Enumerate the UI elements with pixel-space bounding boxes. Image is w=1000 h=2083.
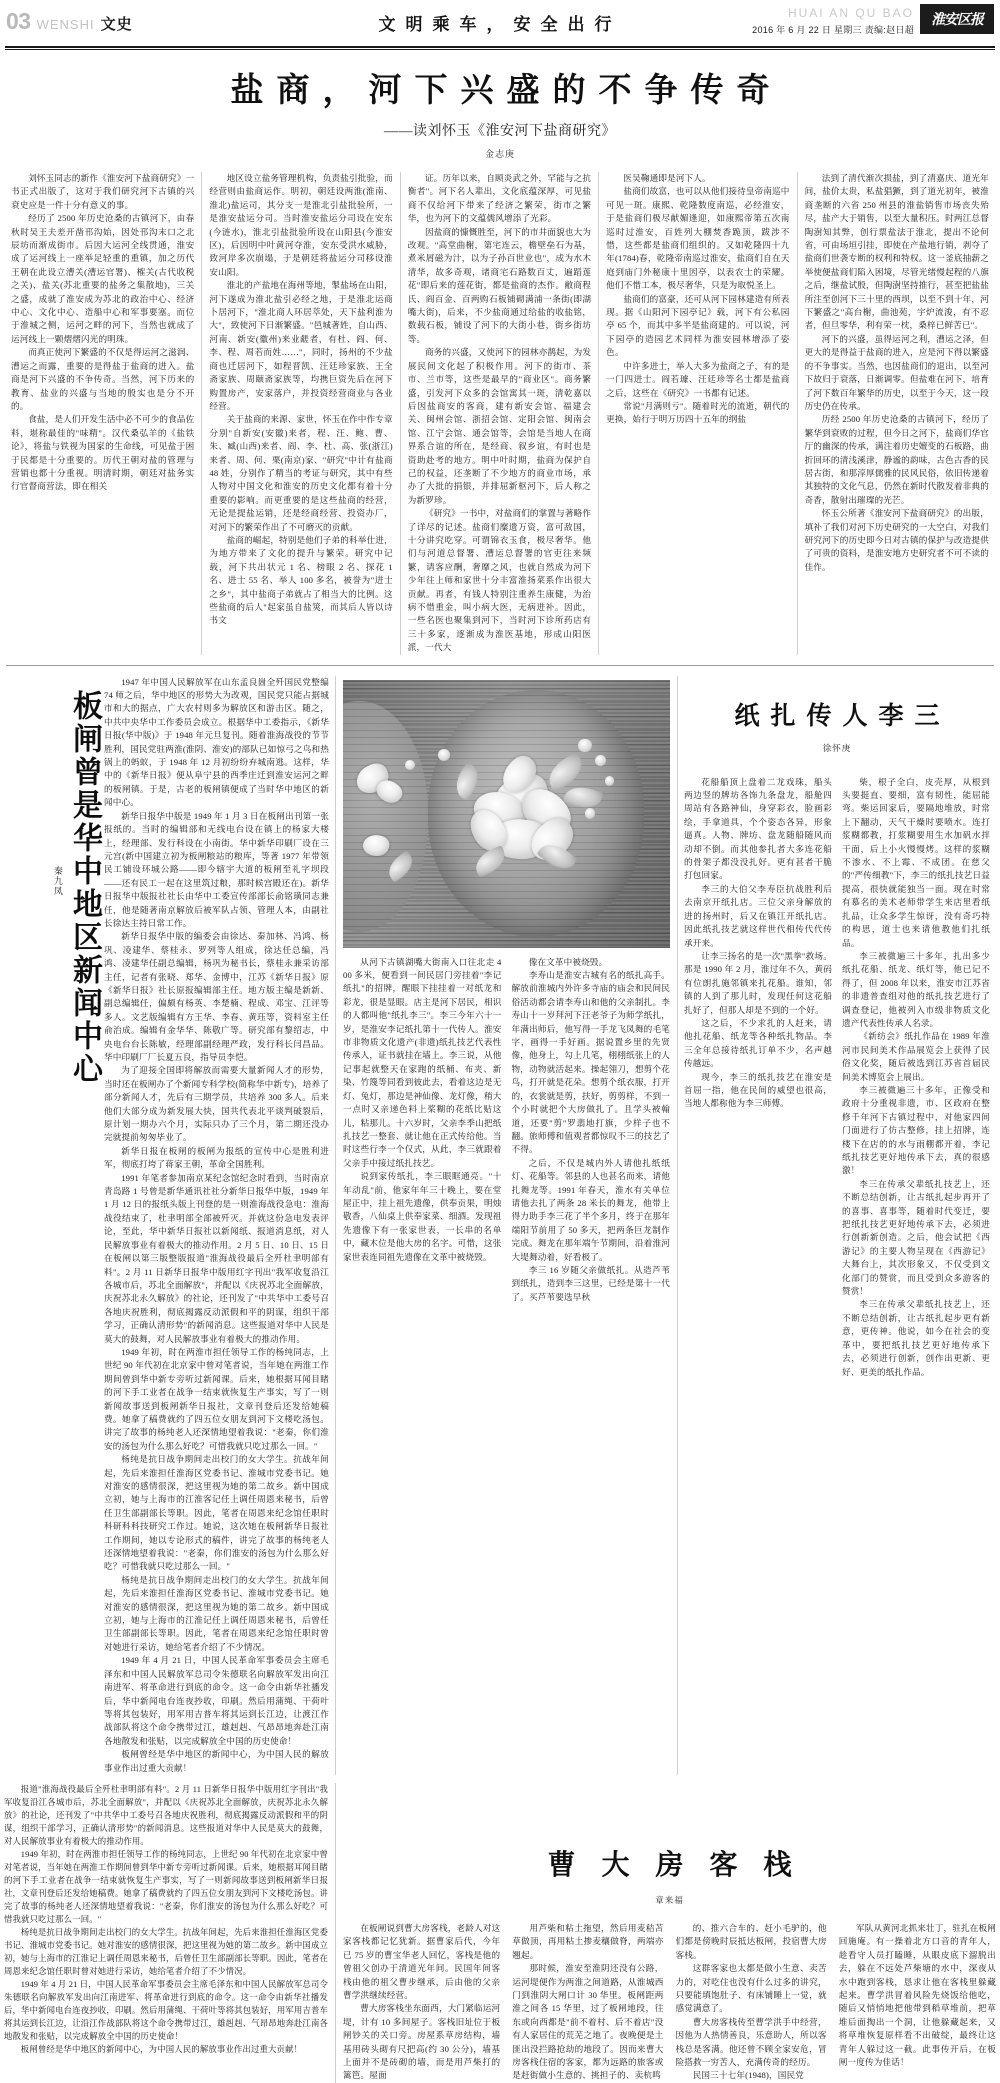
lead-column-3 [401,172,599,655]
paragraph: 《新纺会》纸扎作品在 1989 年淮河市民间美术作品展览会上获得了民俗文化奖，随后被选到江苏省首届民间美术博览会上展出。 [842,1031,990,1082]
paragraph: 杨纯是抗日战争期间走出校门的女大学生。抗战年间起，先后来淮担任淮海区党委书记、淮城市党委书记。她对淮安的感情很深，把这里视为她的第二故乡。新中国成立初，她与上海市的江淮客记任上调任周恩来秘书，后曾任卫生部副部长等职。因此，笔者在周恩来纪念馆任职时科研科科技研究工作过。她说，这次她在板闸新华日报社工作期间，她以专论形式的稿件，讲完了故事的杨纯老人还深情地望着我说："老秦，你们淮安的汤包为什么那么好吃？可惜我就只吃过那么一回。" [104,1454,329,1572]
center-col1-text [343,956,502,1264]
paragraph: 刘怀玉同志的新作《淮安河下盐商研究》一书正式出版了，这对于我们研究河下古镇的兴衰史应是一件十分有意义的事。 [11,173,195,210]
zhizha-article [678,676,996,1775]
banzha-continued-text [4,1783,328,2056]
caodafang-columns [343,1922,996,2083]
masthead [0,0,1000,44]
banzha-headline-block [4,676,100,1775]
paragraph: 历经 2500 年历史沧桑的古镇河下，经历了繁华到衰败的过程，但今日之河下，盐商们华官厅的幽深的传承，满注着历史嬗变的石板路，曲折回环的清浅溪津，静谧的韵味，古色古香的民居古街，和那淳厚儒雅的民风民俗，依旧传递着其独特的文化气息，仍然在新时代散发着非典的奇香，散射出璀璨的光芒。 [804,414,989,505]
zhizha-title: 纸扎传人李三 [734,701,951,730]
center-column [336,676,678,1775]
paragraph: 这群客家也太都是做小生意、卖苦力的，对吃住也没有什么过多的讲究，只要能填饱肚子、有床铺睡上一觉，就感觉满意了。 [675,1963,827,2014]
paragraph: 说到家传纸扎，李三眼眶通亮。"十年动乱"前，他家年年三十晚上，要在堂屋正中，挂上祖先遗像，供奉贡果，明烛敬香，八仙桌上供奉家菜、细酒。发现祖先遗像下有一张家世表，一长串的名单中，藏木位是他大房的名字。可惜，这张家世表连同祖先遗像在文革中被烧毁。 [343,1171,502,1262]
lead-col5-text [805,172,989,574]
paragraph: 李寿山是淮安古城有名的纸扎高手。解放前淮城内外许多寺庙的庙会和民间民俗活动都会请李寿山和他的父亲制扎。李寿山十一岁拜河下汪老爷子为师学纸扎，年满出师后，他写得一手龙飞凤舞的毛笔字，画得一手好画。据说置乡里的先贤像，他身上，勾上几笔，栩栩纸张上的人物，动物就活起来。操起翎刀，想剪个花鸟，打开就是花朵。想剪个纸衣服，打开的，衣裳就是剪，扶好，剪剪样，不到一个小时就把个大房做扎了。且学头被翰道，还要"剪"罗翡地打旗，少样子也不翻。旅师傅和值观者都惊叹不三的技艺了不得。 [511,970,670,1155]
lead-column-2 [202,172,400,655]
caodafang-article [336,1783,996,2083]
paragraph: 证。历年以来，自顾炎武之外，罕能与之抗衡者"。河下名人辈出，文化底蕴深厚，可见盐商不仅给河下带来了经济之繁荣，街市之繁华，也为河下的文蕴儒风增添了光彩。 [407,173,592,224]
banzha-body [100,676,329,1775]
masthead-rule-thick [5,46,995,48]
caodafang-column-3 [670,1922,833,2083]
lead-col3-text [408,172,591,655]
caodafang-col4-text [839,1922,996,2069]
zhizha-col2-text [842,776,990,1379]
paragraph: 而真正使河下繁盛的不仅是得运河之滋润、漕运之而露，重要的是得盐于盐商的进入。盐商是河下兴盛的不争传奇。当然，河下历来的教育、盐业的兴盛与当地的殷实也是分不开的。 [11,347,195,411]
zhizha-byline: 徐怀庚 [822,742,852,753]
paragraph: 1949 年 4 月 21 日，中国人民革命军事委员会主席毛泽东和中国人民解放军总司令朱德联名向解放军发出向江南进军、将革命进行到底的命令。这一命令由新华社播发后，华中新闻电台连夜抄收，印刷。然后用蒲绳、干荷叶等将其包装好，用军用吉普车将其运到长江边，让沿江作战部队将这个命令携带过江，雄赳赳、气昂昂地奔赴江南各地散发和张贴，以完成解放全中国的历史使命！ [4,1979,328,2041]
caodafang-header [343,1843,996,1906]
paragraph: 法到了清代渐次损盐，到了清嘉庆、道光年间，盐价太贵，私盐猖獗，到了道光初年，被淮商垄断的六省 250 州县的淮盐销售市场丧失殆尽，盐产大于销售，以至大量积压。时两江总督陶澍知其弊，创行票盐法于淮北，提出不论何省，可由场垣引挂，即使在产盐地行销，剥夺了盐商们世袭专断的权利和特权。这一釜底抽薪之举使便盐商们陷入困境，尽管光绪慢起程的八旗之后，继盐试殷，但陶澍坚持推行，甚至把盐盐所注至创河下三十里的西坝，以至不到十年，河下繁盛之"高台榭，曲池苑，宇炉流浚，有不忍者，但旦零华，利有荣一枕，桑梓已鲜苦已"。 [804,173,989,331]
lead-column-5 [798,172,996,655]
paragraph: 常说"月满则亏"。随着时光的流逝，朝代的更换，始行于明万历四十五年的纲盐 [606,400,790,425]
date-editor-line: 2016 年 6 月 22 日 星期三 责编:赵日超 [752,25,914,35]
lead-article-body [0,172,1000,655]
paragraph: 盐商的崛起，特别是他们子弟的科举仕进，为地方带来了文化的提升与繁荣。研究中记载，河下共出状元 1 名、榜眼 2 名、探花 1 名、进士 55 名、举人 100 多名，被誉为"进士之乡"，其中盐商子弟就占了相当大的比例。这些盐商的后人"起家虽自盐筴，而其后人皆以诗书文 [209,534,393,626]
middle-band [0,676,1000,1775]
paragraph: 新华日报华中版的编委会由徐达、秦加林、冯鸿、杨巩、凌建华、蔡桂永、罗列等人组成，徐达任总编，冯鸿、凌建华任副总编辑，杨巩为秘书长，蔡桂永兼采访部主任，记者有张晓、郑华、金博中，江苏《新华日报》原《新华日报》社长原报编辑部主任。地方版主编是新新、副总编辑任，偏颇有杨英、李楚楠、程成、邓宝、江评等多人。文艺版编辑有方王华、李春、黄珏等，资料室主任俞治成。编辑有金华华、陈敬广等。研究部有黎绍志，中央电台台长陈敏，经理部副经理严政，发行科长闫昌品。华中印刷厂厂长夏五良，指导员李恺。 [104,931,329,1062]
paragraph: 柴，根子全白，皮壳厚，从根到头要挺直、要细，富有韧性，能屈能弯。柴运回家后，要隔地堆放，时常上下翻动，天气干燥时要喷水。连打浆糊都教，打浆糊要用生水加矾水拌干面，后上小火慢慢烤。这样的浆糊不渗水、不上霉、不成团。在慈父的"严传细教"下，李三的纸扎技艺日益提高，很快就能独当一面。现在时常有慕名的美术老师带学生来店里看纸扎品，让众多学生惊讶，没有奇巧特的构思，道士也来请他教他们扎纸品。 [842,776,990,948]
paragraph: 《研究》一书中，对盐商们的掌置与著略作了详尽的记述。盐商们糜遗万资，富可敌国，十分讲究吃穿。可谓锦衣玉食，极尽奢华。他们与河道总督署、漕运总督署的官吏往来频繁，请客应酬，奢靡之风，也就自然成为河下少年往上师和家世十分丰富淮扬菜系作出很大贡献。再者，有钱人特别注重养生康健，为治病不惜重金，叫小病大医，无病进补。因此，一些名医也聚集到河下，当时河下诊所药店有三十多家，逐渐成为淮医基地，形成山阳医派，一代大 [407,508,592,653]
paragraph: 李三被微遍三十多年，扎出多少纸扎花船、纸龙、纸灯等，他已记不得了，但 2008 年以来，淮安市江苏省的非遗普查组对他的纸扎技艺进行了调查登记，他被列入市级非物质文化遗产代表性传承人名录。 [842,950,990,1028]
paragraph: 因盐商的慷慨胜至，河下的市井面貌也大为改观。"高堂曲榭，第宅连云，檐壁垒石为基，煮米屑磁为汁，以为子孙百世业也"，成为水木清华，故多奇观，诸商宅石路数百丈，遍蹈莲花"即后来的莲花街，都是盐商的杰作。敝商程氏、阎百金、百两购石板铺砌满浦一条街(即湖嘴大街)，后来，不少盐商通过给盐的收盐铭，数载石板，铺设了河下的大街小巷，街乡街坊等。 [407,226,592,344]
paragraph: 那时候，淮安至淮阴还没有公路，运河堤便作为两淮之间道路，从淮城西门到淮阴大闸口计 30 华里。板闸距两淮之间各 15 华里，过了板闸地段，往东或向西都是"前不着村、后不着店"没有人家居住的荒芜之地了。夜晚便是土匪出没拦路抢劫的地段了。因而来曹大房客栈住宿的客家，都为远路的旅客或是赶街做小生意的、挑担子的、卖杭鸣 [512,1963,664,2081]
zhizha-column-2 [837,776,990,1379]
paragraph: 中许多进士，举人大多为盐商之子，有的是一门四进士。阎若璩、汪廷珍等名士都是盐商之后，这些在《研究》一书都有记述。 [606,360,790,398]
zhizha-col1-text [684,776,832,1111]
paragraph: 像在文革中被烧毁。 [528,956,608,967]
paragraph: 这之后，不少求扎的人赶来，请他扎花船、纸龙等各种纸扎物品。李三全年总接待纸扎订单不少，名声越传越远。 [684,1017,832,1069]
paragraph: 从河下古镇湖嘴大街南入口往北走 400 多米，便看到一间民居门旁挂着"李记纸扎"的招牌，醒眼下挂挂着一对纸龙和彩龙，很是显眼。店主是河下居民，相识的人都叫他"纸扎李三"。李三今年六十一岁，是淮安李记纸扎第十一代传人。淮安市非物质文化遗产(非遗)纸扎技艺代表性传承人，证书就挂在墙上。李三说，从他记事起就整天在家跑的纸桶、布夹、新染、竹篾等同看到彼此去，看着这边是无灯、兔灯，那边是神仙像、龙灯像，稍大一点时又亲递色料上桨糊的花纸比贴这儿，粘那儿。十六岁时，父亲李季山把纸扎技艺一整套、就让他在正式传给他。当时这些行李一个仅式，从此，李三就跟着父亲手中接过纸扎技艺。 [343,956,502,1168]
caodafang-column-1 [343,1922,506,2083]
paragraph: 河下的兴盛，虽得运河之利，漕运之泽，但更大的是得益于盐商的进入，应是河下得以繁盛的不争事实。当然，也因盐商们的退出，以至河下故归于衰落，日渐调零。但盐难在河下，培育了河下数百年繁华的历史，以至于今天，这一段历史仍在传承。 [804,333,989,411]
paragraph: 的、推六合车的、赶小毛驴的，他们都是傍晚时辰抵达板闸，投宿曹大房客栈。 [675,1922,827,1960]
paragraph: 用芦柴和粘土拖望，然后用麦秸苫草做顶，再用粘土掺麦穰做脊，两端亦翘起。 [512,1922,664,1960]
paragraph: 杨纯是抗日战争期间走出校门的女大学生。抗战年间起，先后来淮担任淮海区党委书记、淮城市党委书记。她对淮安的感情很深，把这里视为她的第二故乡。新中国成立初，她与上海市的江淮记上调任周恩来秘书，后曾任卫生部副部长等职。因此，笔者在周恩来纪念馆任职时曾对她进行采访，她给笔者介绍了不少情况。 [4,1927,328,1976]
caodafang-col1-text [343,1922,500,2083]
paragraph: 怀玉公所著《淮安河下盐商研究》的出版，填补了我们对河下历史研究的一大空白，对我们研究河下的历史即今日对古镇的保护与改造提供了可贵的资料，是淮安地方史研究者不可不读的佳作。 [804,508,989,572]
paragraph: 报道"淮海战役最后全歼杜聿明部有料"。2 月 11 日新华日报华中版用红字刊出"我军收复沿江各城市后，苏北全面解放"，并配以《庆祝苏北全面解放，庆祝苏北永久解放》的社论，还刊发了"中共华中工委号召各地庆祝胜利，彻底揭露反动派假和平的阴谋，组织干部学习，正确认清形势"的新闻消息。这些报道对华中人民是莫大的鼓舞，对人民解放事业有着极大的推动作用。 [4,1784,328,1846]
banzha-author: 秦九凤 [52,865,63,896]
newspaper-logo: 淮安区报 [920,4,994,34]
paragraph: 1947 年中国人民解放军在山东孟良崮全歼国民党整编 74 师之后，华中地区的形势大为改观，国民党只能占据城市和大的据点，广大农村则多为解放区和游击区。随之，中共中央华中工作委员会成立。根据华中工委指示，《新华日报(华中版)》于 1948 年元旦复刊。随着淮海战役的节节胜利，国民党驻两淮(淮阴、淮安)的部队已如惊弓之鸟和热锅上的蚂蚁，于 1948 年 12 月初纷纷弃城南逃。这样，华中的《新华日报》便从阜宁县的西季庄迁到淮安运河之畔的板闸镇。于是，古老的板闸镇便成了当时华中地区的新闻中心。 [104,676,329,808]
section-divider-1 [6,665,994,666]
center-text-columns [343,956,670,1305]
paragraph: 新华日报在板闸的板闸为报纸的宣传中心是胜利进军，彻底打垮了蒋家王朝，革命全国胜利。 [104,1145,329,1170]
paragraph: 淮北的产盐地在海州等地，掣盐场在山阳，河下遂成为淮北盐引必经之地，于是淮北运商卜居河下，"淮北商人环居萃处，天下盐利淮为大"，致使河下日渐繁盛。"邑城著姓，自山西、河南、新安(徽州)来业鹾者，有杜、阎、何、李、程、周若而姓……"，同时，扬州的不少盐商也迁居河下，如程晋凯、汪廷珍家族、王全斋家族、周颐斋家族等，均携巨资先后在河下购置房产，安家落户，并投资经营商业与各业经营。 [209,280,393,411]
paragraph: 李三被微遍三十多年，正像受和政府十分重视非遗，市、区政府在整修千年河下古镇过程中，对他家四间门面进行了仿古整修，挂上招牌，连楼下在店的的水与雨棚都开着，李记纸扎技艺更好地传承下去，真的很感激！ [842,1084,990,1176]
banzha-vertical-title: 板闸曾是华中地区新闻中心 [68,689,101,1086]
paragraph: 让李三扬名的是一次"黑拳"救场。那是 1990 年 2 月，淮过年不久，黄码有位朗扎施邻镇来扎花船。谁知，邻镇的人到了那儿时，发现任何这花船扎好了，但那人却是不到的一个好。 [684,950,832,1015]
paragraph: 盐商们故富，也可以从他们接待皇帝南巡中可见一斑。康熙、乾隆数度南巡，必经淮安，于是盐商们极尽献媚逢迎，如康熙帝第五次南巡时过淮安，百姓列大棚焚香跪顶，跋涉不惜，这些都是盐商们组织的。又如乾隆四十九年(1784)春，乾隆帝南巡过淮安，盐商们自在天庭到庙门外秘康十里因亭，以表农士的荣耀。他们不惜工本，极尽奢华，只是为取悦圣上。 [606,186,790,291]
center-column-2 [507,956,671,1305]
section-pinyin: WENSHI [36,17,95,32]
lead-col4-text [606,172,789,427]
lead-article-subtitle: ——读刘怀玉《淮安河下盐商研究》 [384,124,616,139]
public-service-slogan: 文明乘车，安全出行 [378,15,622,34]
zhizha-column-1 [684,776,837,1379]
caodafang-col2-text [512,1922,663,2083]
caodafang-title: 曹大房客栈 [547,1848,818,1880]
caodafang-byline: 章来福 [655,1894,684,1905]
paragraph: 李三在传承父辈纸扎技艺上，还不断总结创新，让古纸扎起步更有新意，更传神。他说，如今在社会的变革中，要把纸扎技艺更好地传承下去，必须进行创新，创作出更新、更好、更美的纸扎作品。 [842,1299,990,1377]
section-name: 文史 [100,16,133,33]
paper-pinyin: HUAI AN QU BAO [787,6,914,20]
paragraph: 之后，不仅是城内外人请他扎纸纸灯、花船等。邻县的人也甚名而来，请他扎舞龙等。1991 年春天，淮水有关单位请他去扎了两条 28 米长的舞龙，他带上得力助手李三花了半个多月，终于在那年端阳节前用了 50 多天，把两条巨龙制作完成。舞龙在那年端午节期间，沿着淮河大堤舞动着，好看极了。 [511,1157,670,1262]
paragraph: 经历了 2500 年历史沧桑的古镇河下，由春秋时吴王夫差开凿邗沟始，因处邗沟末口之北辰坊而渐成街市。后因大运河全线贯通，淮安成了运河线上一座举足轻重的重镇，加之历代王朝在此设立漕关(漕运官署)、榷关(古代收税之关)、盐关(苏北重要的盐务之集散地)，三关之盛，成就了淮安成为苏北的政治中心、经济中心、文化中心、造船中心和军事要塞。而位于淮城之侧，运河之畔的河下，当然也就成了运河线上一颗熠熠闪光的明珠。 [11,213,195,344]
paragraph: 李三的大伯父李寿臣抗战胜利后去南京开纸扎店。三位父亲身解放的进的扬州时，后又在镇江开纸扎店。因此纸扎技艺就这样世代相传代代传承开来。 [684,883,832,948]
banzha-text [104,676,329,1775]
paragraph: 曹大房客栈传至曹学洪手中经营，因他为人热情善良，乐意助人，所以客栈总是客满。他还曾不顾全家安危，冒险搭救一穷苦人，充满传奇的经历。 [675,2016,827,2067]
paragraph: 李三在传承父辈纸扎技艺上，还不断总结创新，让古纸扎起步再开了的喜事、喜事等，随着时代变迁，要把纸扎技艺更好地传承下去，必须进行创新新创造。之后，他会试把《西游记》的主要人物呈现在《西游记》大舞台上，其次形象又，不仅受到文化部门的赞赏，而且受到众多游客的赞赏！ [842,1178,990,1297]
paragraph: 板闸曾经是华中地区的新闻中心，为中国人民的解放事业作出过重大贡献！ [20,2044,303,2054]
paragraph: 花船船顶上盘着二龙戏珠，船头两边竖的牌坊各饰九条盘龙，船舱四周站有各路神仙，身穿彩衣，脸画彩绘，手拿道具，个个姿态各异，形象逼真。人物、牌坊、盘龙随船随风而动却不倒。而其他参扎者大多连花船的骨架子都没没扎好。更有甚者干脆打包回家。 [684,776,832,881]
paragraph: 在板闸说到曹大房客栈，老龄人对这家客栈都记忆犹新。据曹家后代，今年已 75 岁的曹宝华老人回忆，客栈是他的曾祖父创办于清道光年间。民国年间客栈由他的祖父曹步继承，后由他的父亲曹学洪继续经营。 [343,1922,501,2000]
banzha-article [4,676,336,1775]
caodafang-column-4 [833,1922,996,2083]
paragraph: 1949 年初，时在两淮市担任领导工作的杨纯同志，上世纪 90 年代初在北京家中曾对笔者说，当年她在两淮工作期间曾到华中新专旁听过新闻课。后来，她根据耳闻目睹的河下手工业者在战争一结束就恢复生产事实，写了一则新闻故事送到板闸新华日报社，文章刊登后还发给她稿费。她拿了稿费就约了四五位女朋友到河下文楼吃汤包。讲完了故事的杨纯老人还深情地望着我说："老秦，你们淮安的汤包为什么那么好吃？可惜我就只吃过那么一回。" [4,1849,328,1924]
lead-article-title: 盐商，河下兴盛的不争传奇 [230,71,783,108]
paragraph: 医吴鞠通即是河下人。 [623,173,711,183]
center-column-1 [343,956,507,1305]
paragraph: 关于盐商的来源、家世，怀玉在作中作专章分别"自新安(安徽)来者，程、汪、鲍、曹、朱、臧(山西)来者、阎、李、杜、高、张(浙江)来者、周、何、栗(南京)家、"研究"中计有盐商 48 姓，分别作了精当的考证与研究，其中有些人物对中国文化和淮安的历史文化都有着十分重要的影响。而更重要的是这些盐商的经营，无论是提盐运销，还是经商经营、投资办厂，对河下的繁荣作出了不可磨灭的贡献。 [209,414,393,532]
lead-column-4 [599,172,797,655]
paragraph: 为了迎接全国即将解放而需要大量新闻人才的形势，当时还在板闸办了个新闻专科学校(简称华中新专)，培养了部分新闻人才，先后有三期学员，共培养 300 多人。后来他们大部分成为新发展大快，国共代表北平谈判破裂后，原计划一期办六个月，实际只办了三个月，第二期还没办完就提前匆匆毕业了。 [104,1065,329,1143]
paragraph: 盐商们的富豪，还可从河下园林建造有所表现。据《山阳河下园亭记》载，河下有公私园亭 65 个，而其中多半是盐商建的。可以说，河下园亭的造园艺术同样为淮安园林增添了姿色。 [606,293,790,358]
paragraph: 民国三十七年(1948)，国民党 [692,2070,804,2081]
lower-band [0,1783,1000,2083]
paragraph: 李三 16 岁随父亲做纸扎。从造芦苇到纸扎，造到李三这里，已经是第十一代了。买芦苇要选早秋 [511,1264,670,1302]
paragraph: 商务的兴盛，又使河下的园林亦鹊起，为发展民间文化起了积极作用。河下的街市、茶市、兰市等，这些是最早的"商业区"。商务繁盛，引发河下众多的会馆寓其一斑，清乾嘉以后因盐商安的客商，建有新安会馆、福建会关、闽州会馆、浙招会馆、定阳会馆、闽南会馆、江宁会馆、通会馆等，会馆是当地人在商界系合谊的所在，是经商、叙乡谊，有时也是资助赴考的地方。明中叶时期，盐商为保护自己的权益，还垄断了不少地方的商业市场，承办了大批的捐银，并排屈新枢河下，后人称之为新罗珍。 [407,347,592,505]
center-col2-text [512,956,671,1305]
paragraph: 军队从黄河北抓来壮丁，驻扎在板闸回施庵。有一操着北方口音的青年人，趁看守人员打瞌睡，从眼皮底下溜脱出去，躲在不远处芦柴塘的水中，深夜从水中跑到客栈，恳求让他在客栈里躲藏起来。曹学洪冒着风险先烧饭给他吃，随后又悄悄地把他带到稻草堆前，把草堆后面掏出一个洞，让他躲藏起来，又将草堆恢复原样看不出破绽，最终让这青年人躲过这一截。此事传开后，在板闸一度传为佳话！ [838,1922,996,2067]
paragraph: 食盐，是人们开发生活中必不可少的食品佐料，堪称最佳的"味精"。汉代桑弘羊的《盐铁论》，将盐与铁视为国家的生命线，可见盐于困于民都是十分重要的。历代王朝对盐的管理与营销也都十分重视。明清时期，朝廷对盐务实行官督商营法，即在相关 [11,414,195,492]
paragraph: 现今，李三的纸扎技艺在淮安是首屈一指，他在民间的威望也很高，当地人都称他为李三师傅。 [684,1071,832,1109]
lead-column-1 [4,172,202,655]
lead-article-byline: 金志庚 [484,149,515,159]
paragraph: 杨纯是抗日战争期间走出校门的女大学生。抗战年间起，先后来淮担任淮海区党委书记、淮城市党委书记。她对淮安的感情很深，把这里视为她的第二故乡。新中国成立初，她与上海市的江淮记任上调任周恩来秘书，后曾任卫生部副部长等职。因此，笔者在周恩来纪念馆任职时曾对她进行采访，她给笔者介绍了不少情况。 [104,1574,329,1652]
paragraph: 1949 年初，时在两淮市担任领导工作的杨纯同志，上世纪 90 年代初在北京家中曾对笔者说，当年她在两淮工作期间曾到华中新专旁听过新闻课。后来，她根据耳闻目睹的河下手工业者在战争一结束就恢复生产事实，写了一则新闻故事送到板闸新华日报社，文章刊登后还发给她稿费。她拿了稿费就约了四五位女朋友到河下文楼吃汤包。讲完了故事的杨纯老人还深情地望着我说："老秦，你们淮安的汤包为什么那么好吃？可惜我就只吃过那么一回。" [104,1346,329,1451]
caodafang-col3-text [676,1922,827,2083]
paragraph: 地区设立盐务管理机构，负责盐引批验，而经营则由盐商运作。明初，朝廷设两淮(淮南、淮北)盐运司，其分支一是淮北引盐批验所，一是淮安盐运分司。当时淮安盐运分司设在安东(今涟水)，淮北引盐批验所设在山阳县(今淮安区)，后因明中叶黄河夺淮，安东受洪水威胁，致河岸多次崩塌，于是朝廷将盐运分司移设淮安山阳。 [209,173,393,277]
banzha-continued [4,1783,336,2083]
paper-lantern-peony-photo [343,680,670,948]
lead-col1-text [11,172,194,494]
paragraph: 1991 年笔者参加南京某纪念馆纪念时看到，当时南京青岛路 1 号曾是新华通讯社社分新华日报华中版，1949 年 1 月 12 日的报纸头版上刊登的是一则淮海战役急电：淮海战役结束了，杜聿明部全部被歼灭。并就这份急电发表评论，至此，华中新华日报社以新闻纸、报道消息纸，对人民解放事业有着极大的推动作用。2 月 5 日、10 日、15 日在板闸以第三版整版报道"淮海战役最后全歼杜聿明部有料"。2 月 11 日新华日报华中版用红字刊出"我军收复沿江各城市后，苏北全面解放"，并配以《庆祝苏北全面解放，庆祝苏北永久解放》的社论，还刊发了"中共华中工委号召各地庆祝胜利，彻底揭露反动派假和平的阴谋，组织干部学习，正确认清形势"的新闻消息。这些报道对华中人民是莫大的鼓舞，对人民解放事业有着极大的推动作用。 [104,1172,329,1344]
page-number: 03 [6,8,31,34]
zhizha-columns [684,776,990,1379]
lead-col2-text [209,172,392,628]
paragraph: 1949 年 4 月 21 日，中国人民革命军事委员会主席毛泽东和中国人民解放军总司令朱德联名向解放军发出向江南进军、将革命进行到底的命令。这一命令由新华社播发后，华中新闻电台连夜抄收，印刷。然后用蒲绳、干荷叶等将其包装好，用军用吉普车将其运到长江边，让渡江作战部队将这个命令携带过江，雄赳赳、气昂昂地奔赴江南各地散发和张贴，以完成解放全中国的历史使命！ [104,1655,329,1746]
masthead-right [752,4,994,36]
paragraph: 曹大房客栈坐东面西，大门紧临运河堤，计有 10 多间屋子。客栈旧址位于板闸钞关的关口旁。房屋系草房结构，墙基用砖头砌有尺把高(约 30 公分)，墙基上面并不是砖砌的墙，而是用芦柴打的篱笆。屋面 [343,2003,501,2081]
paragraph: 新华日报华中版是 1949 年 1 月 3 日在板闸出刊第一张报纸的。当时的编辑部和无线电台设在镇上的杨家大楼上，经理部、发行科设在小南街。华中新华印刷厂设在三元宫(新中国建立初为板闸粮站的粮库，等著 1977 年带领民工铺设环城公路——即今辖宇大道的板闸至礼字坝段——还有民工一起在这里筑过粮，那时候宫殿还在)。新华日报华中版报社社长由华中工委宣传部部长俞铭璜同志兼任，他是随著南京解放后被军队占领、管理人本，由副社长徐达主持日常工作。 [104,810,329,928]
paragraph: 板闸曾经是华中地区的新闻中心，为中国人民的解放事业作出过重大贡献！ [104,1749,329,1773]
masthead-meta [752,4,914,36]
caodafang-column-2 [506,1922,669,2083]
lead-article-header [0,50,1000,166]
